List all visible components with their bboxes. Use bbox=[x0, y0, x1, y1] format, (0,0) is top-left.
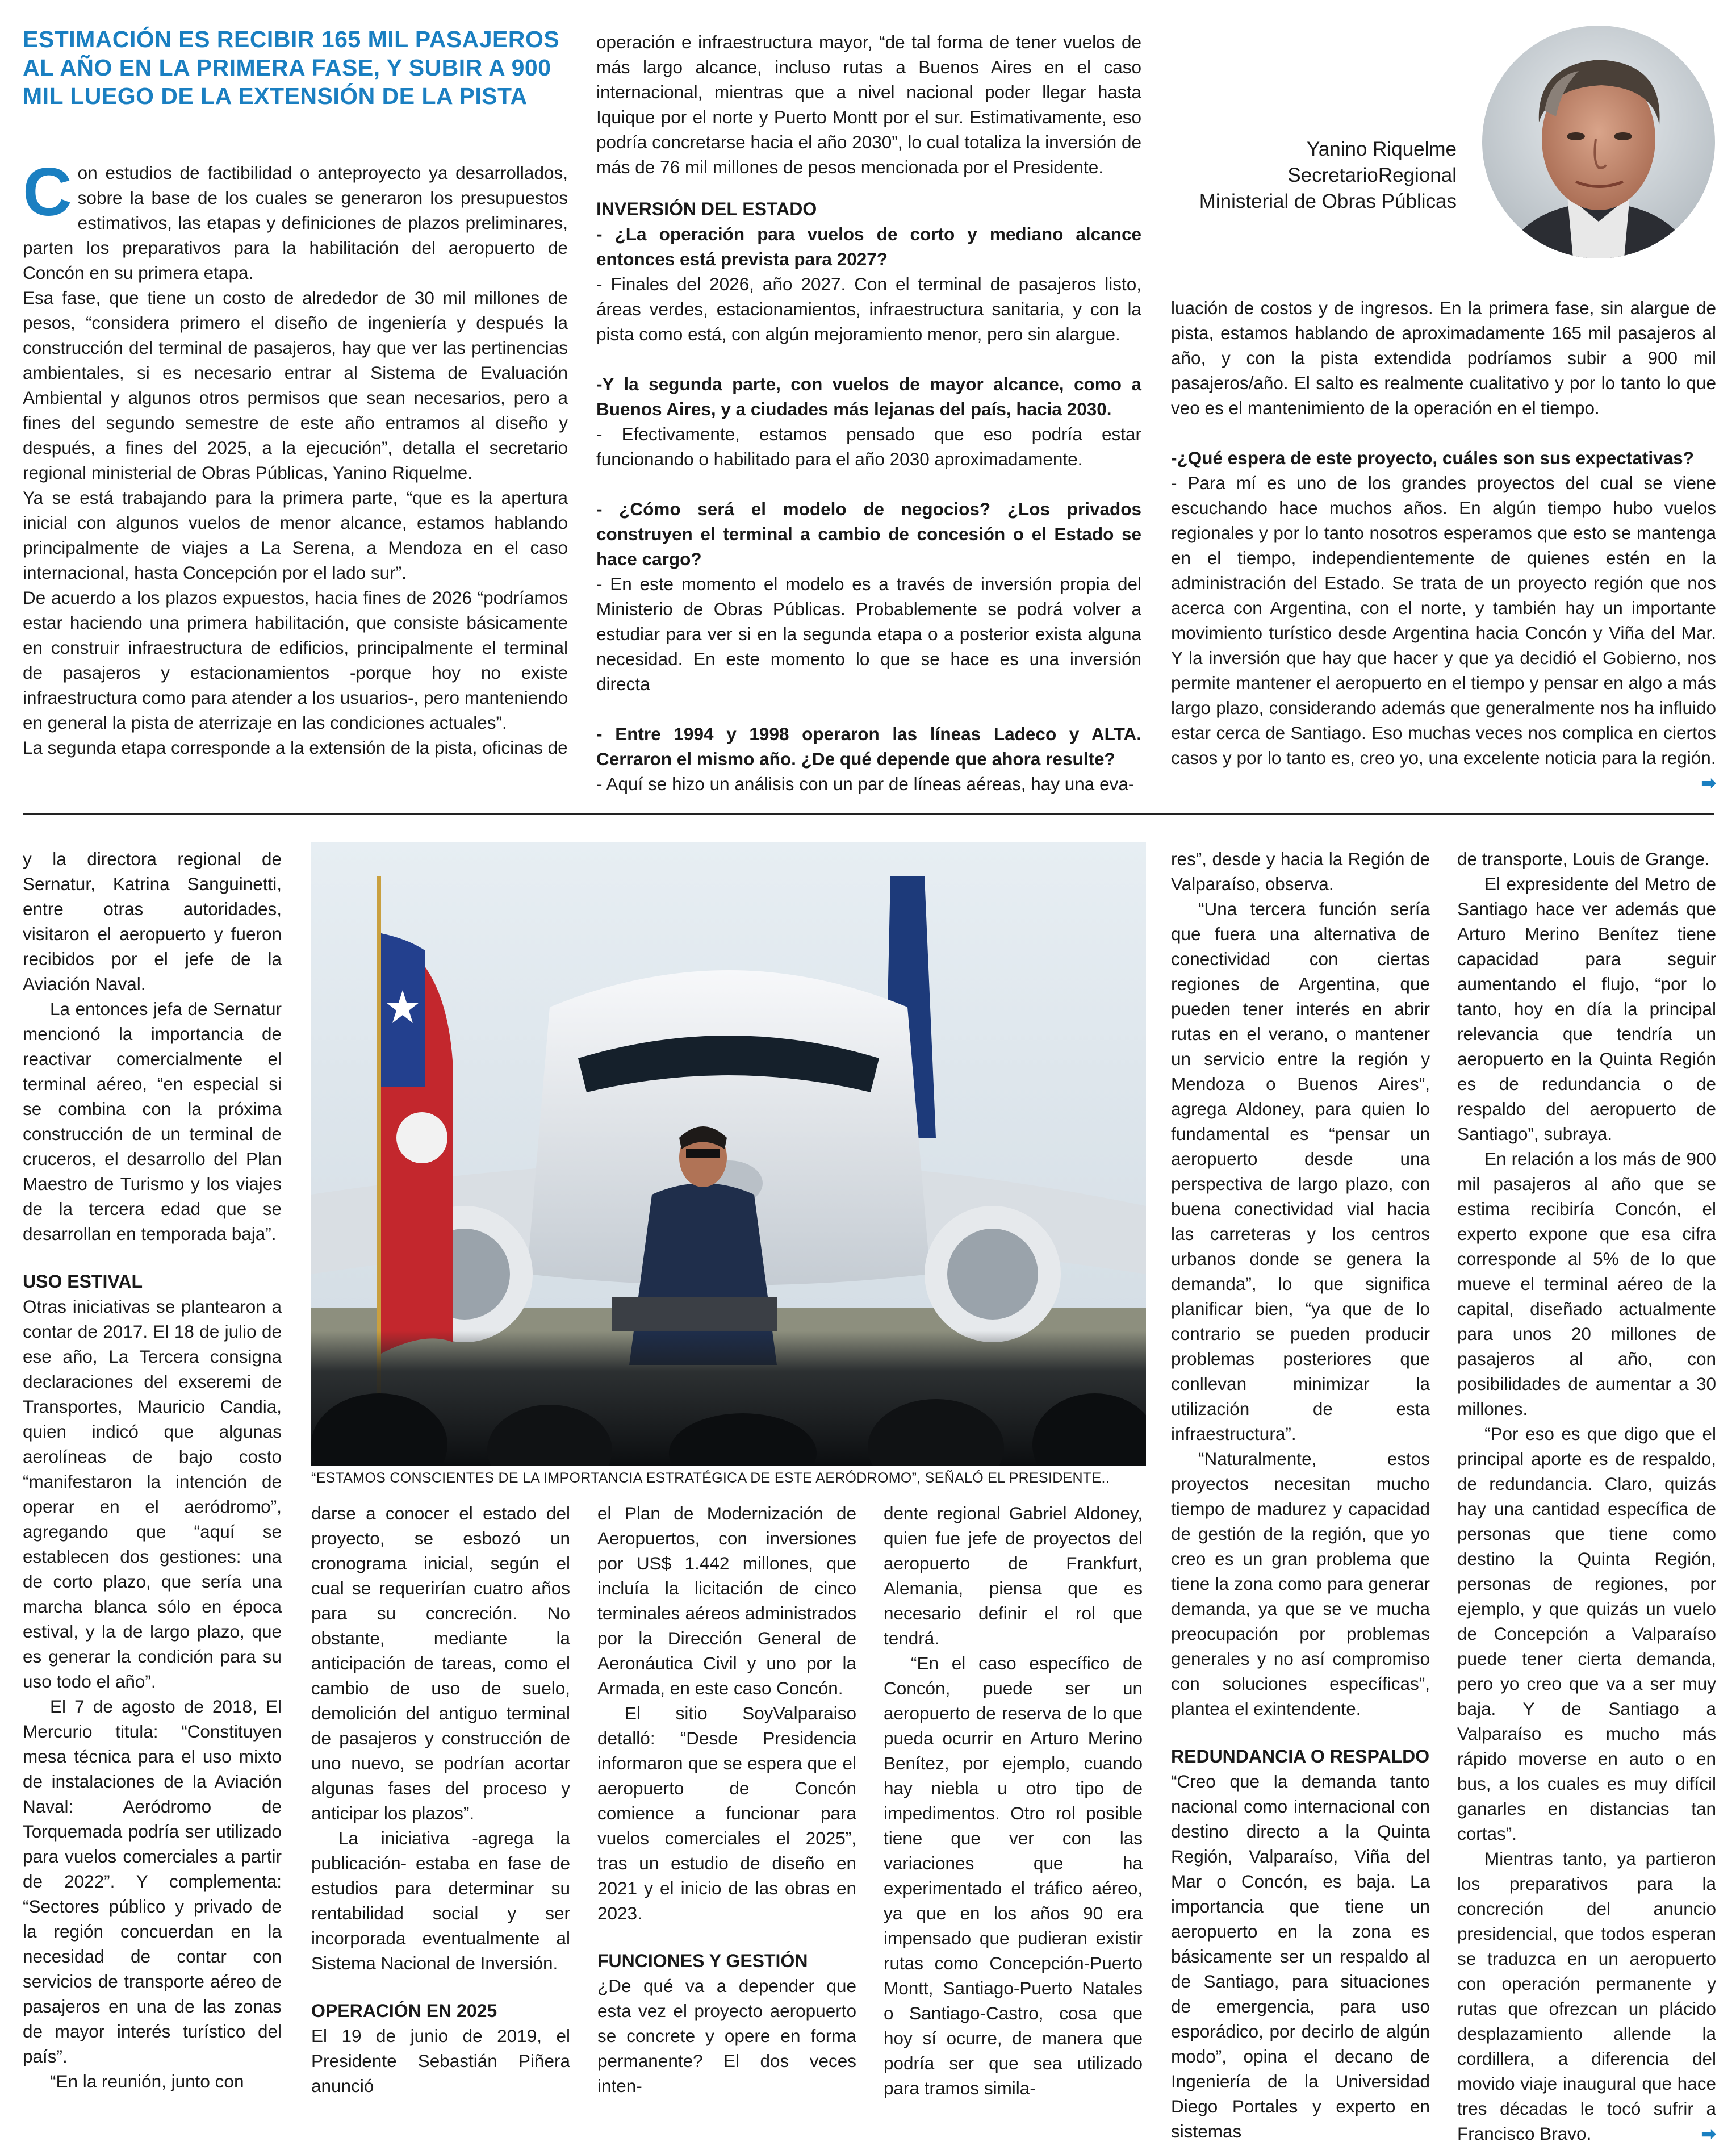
section-heading: FUNCIONES Y GESTIÓN bbox=[597, 1951, 808, 1971]
body-paragraph: darse a conocer el estado del proyecto, se esbozó un cronograma inicial, según el cual se requerirían cuatro años para su concreción. No obstante, mediante la anticipación de tareas, como el cambio de uso de suelo, demolición del antiguo terminal de pasajeros y construcción de uno nuevo, se podrían acortar algunas fases del proceso y anticipar los plazos”. bbox=[311, 1503, 570, 1823]
intro-column bbox=[23, 154, 568, 760]
bottom-column-4 bbox=[884, 1501, 1143, 2101]
body-paragraph: La iniciativa -agrega la publicación- estaba en fase de estudios para determinar su rentabilidad social y ser incorporada eventualmente al Sistema Nacional de Inversión. bbox=[311, 1828, 570, 1973]
profile-role: Ministerial de Obras Públicas bbox=[1199, 190, 1457, 212]
body-paragraph: “Una tercera función sería que fuera una alternativa de conectividad con ciertas regiones de Argentina, que pueden tener interés en abrir rutas en el verano, o mantener un servicio entre la región y Mendoza o Buenos Aires”, agrega Aldoney, para quien lo fundamental es “pensar un aeropuerto desde una perspectiva de largo plazo, con buena conectividad vial hacia las carreteras y los centros urbanos donde se genera la demanda”, lo que significa planificar bien, “ya que de lo contrario se pueden producir problemas posteriores que conllevan minimizar la utilización de esta infraestructura”. bbox=[1171, 899, 1430, 1444]
section-heading: OPERACIÓN EN 2025 bbox=[311, 2001, 497, 2021]
profile-caption bbox=[1170, 136, 1457, 215]
intro-paragraph: De acuerdo a los plazos expuestos, hacia fines de 2026 “podríamos estar haciendo una primera habilitación, que consiste básicamente en construir infraestructura de edificios, principalmente el terminal de pasajeros y estacionamientos -porque hoy no existe infraestructura como para atender a los usuarios-, pero manteniendo en general la pista de aterrizaje en las condiciones actuales”. bbox=[23, 587, 568, 733]
body-paragraph: El expresidente del Metro de Santiago hace ver además que Arturo Merino Benítez tiene capacidad para seguir aumentando el flujo, “por lo tanto, hoy en día la principal relevancia que tendría un aeropuerto en la Quinta Región es de redundancia o de respaldo del aeropuerto de Santiago”, subraya. bbox=[1457, 874, 1716, 1144]
body-paragraph: “Creo que la demanda tanto nacional como internacional con destino directo a la Quinta Región, Valparaíso, Viña del Mar o Concón, es baja. La importancia que tiene un aeropuerto en la zona es básicamente ser un respaldo al de Santiago, para situaciones de emergencia, para uso esporádico, por decirlo de algún modo”, opina el decano de Ingeniería de la Universidad Diego Portales y experto en sistemas bbox=[1171, 1771, 1430, 2141]
interview-answer: - Aquí se hizo un análisis con un par de líneas aéreas, hay una eva- bbox=[596, 774, 1135, 794]
continue-arrow-icon: ➡ bbox=[1701, 2123, 1716, 2144]
interview-answer: - En este momento el modelo es a través de inversión propia del Ministerio de Obras Públicas. Probablemente se podrá volver a estudiar para ver si en la segunda etapa o a posterior exista alguna necesidad. En este momento lo que se hace es una inversión directa bbox=[596, 574, 1141, 694]
intro-paragraph: Esa fase, que tiene un costo de alrededor de 30 mil millones de pesos, “considera primero el diseño de ingeniería y después la construcción del terminal de pasajeros, hay que ver las pertinencias ambientales, si es necesario entrar al Sistema de Evaluación Ambiental y algunos otros permisos que sean necesarios, pero a fines del segundo semestre de este año entramos al diseño y después, a fines del 2025, a la ejecución”, detalla el secretario regional ministerial de Obras Públicas, Yanino Riquelme. bbox=[23, 287, 568, 483]
headline: ESTIMACIÓN ES RECIBIR 165 MIL PASAJEROS AL AÑO EN LA PRIMERA FASE, Y SUBIR A 900 MIL LUEGO DE LA EXTENSIÓN DE LA PISTA bbox=[23, 26, 560, 109]
main-photo bbox=[311, 842, 1146, 1466]
interview-question: - ¿La operación para vuelos de corto y mediano alcance entonces está prevista para 2027? bbox=[596, 224, 1141, 269]
intro-paragraph: Ya se está trabajando para la primera parte, “que es la apertura inicial con algunos vuelos de menor alcance, estamos hablando principalmente de viajes a La Serena, a Mendoza en el caso internacional, hasta Concepción por el lado sur”. bbox=[23, 487, 568, 583]
bottom-column-5 bbox=[1171, 846, 1430, 2144]
body-paragraph: La entonces jefa de Sernatur mencionó la importancia de reactivar comercialmente el terminal aéreo, “en especial si se combina con la próxima construcción de un terminal de cruceros, el desarrollo del Plan Maestro de Turismo y los viajes de la tercera edad que se desarrollan en temporada baja”. bbox=[23, 999, 282, 1244]
intro-paragraph: La segunda etapa corresponde a la extensión de la pista, oficinas de bbox=[23, 737, 568, 758]
body-paragraph: y la directora regional de Sernatur, Katrina Sanguinetti, entre otras autoridades, visitaron el aeropuerto y fueron recibidos por el jefe de la Aviación Naval. bbox=[23, 849, 282, 994]
bottom-column-1 bbox=[23, 846, 282, 2094]
body-paragraph: El 19 de junio de 2019, el Presidente Sebastián Piñera anunció bbox=[311, 2026, 570, 2096]
photo-caption: “ESTAMOS CONSCIENTES DE LA IMPORTANCIA ESTRATÉGICA DE ESTE AERÓDROMO”, SEÑALÓ EL PRESIDENTE.. bbox=[311, 1470, 1110, 1486]
interview-question: - Entre 1994 y 1998 operaron las líneas Ladeco y ALTA. Cerraron el mismo año. ¿De qué depende que ahora resulte? bbox=[596, 724, 1141, 769]
body-paragraph: “En el caso específico de Concón, puede ser un aeropuerto de reserva de lo que pueda ocurrir en Arturo Merino Benítez, por ejemplo, cuando hay niebla u otro tipo de impedimentos. Otro rol posible tiene que ver con las variaciones que ha experimentado el tráfico aéreo, ya que en los años 90 era impensado que pudieran existir rutas como Concepción-Puerto Montt, Santiago-Puerto Natales o Santiago-Castro, cosa que hoy sí ocurre, de manera que podría ser que sea utilizado para tramos simila- bbox=[884, 1653, 1143, 2098]
body-paragraph: el Plan de Modernización de Aeropuertos, con inversiones por US$ 1.442 millones, que incluía la licitación de cinco terminales aéreos administrados por la Dirección General de Aeronáutica Civil y uno por la Armada, en este caso Concón. bbox=[597, 1503, 856, 1698]
body-paragraph: res”, desde y hacia la Región de Valparaíso, observa. bbox=[1171, 849, 1430, 894]
bottom-column-2 bbox=[311, 1501, 570, 2098]
body-paragraph: ¿De qué va a depender que esta vez el proyecto aeropuerto se concrete y opere en forma permanente? El dos veces inten- bbox=[597, 1976, 856, 2096]
section-heading: REDUNDANCIA O RESPALDO bbox=[1171, 1746, 1430, 1767]
body-paragraph: Mientras tanto, ya partieron los preparativos para la concreción del anuncio presidencial, que todos esperan se traduzca en un aeropuerto con operación permanente y rutas que ofrezcan un plácido desplazamiento allende la cordillera, a diferencia del movido viaje inaugural que hace tres décadas le tocó sufrir a Francisco Bravo. ➡ bbox=[1457, 1846, 1716, 2146]
body-paragraph: El 7 de agosto de 2018, El Mercurio titula: “Constituyen mesa técnica para el uso mixto de instalaciones de la Aviación Naval: Aeródromo de Torquemada podría ser utilizado para vuelos comerciales a partir de 2022”. Y complementa: “Sectores público y privado de la región concuerdan en la necesidad de contar con servicios de transporte aéreo de pasajeros en una de las zonas de mayor interés turístico del país”. bbox=[23, 1696, 282, 2066]
interview-paragraph: operación e infraestructura mayor, “de tal forma de tener vuelos de más largo alcance, incluso rutas a Buenos Aires en el caso internacional, mientras que a nivel nacional poder llegar hasta Iquique por el norte y Puerto Montt por el sur. Estimativamente, eso podría concretarse hacia el año 2030”, lo cual totaliza la inversión de más de 76 mil millones de pesos mencionada por el Presidente. bbox=[596, 32, 1141, 177]
interview-answer: luación de costos y de ingresos. En la primera fase, sin alargue de pista, estamos hablando de aproximadamente 165 mil pasajeros al año, y con la pista extendida podríamos subir a 900 mil pasajeros/año. El salto es realmente cualitativo y por lo tanto lo que veo es el mantenimiento de la operación en el tiempo. bbox=[1171, 298, 1716, 418]
bottom-column-3 bbox=[597, 1501, 856, 2098]
body-paragraph: “Por eso es que digo que el principal aporte es de respaldo, de redundancia. Claro, quizás hay una cantidad específica de personas que tiene como destino la Quinta Región, personas de regiones, por ejemplo, y que quizás un vuelo de Concepción a Valparaíso puede tener cierta demanda, pero yo creo que va a ser muy baja. Y de Santiago a Valparaíso es mucho más rápido moverse en auto o en bus, a los cuales es muy difícil ganarles en distancias tan cortas”. bbox=[1457, 1423, 1716, 1844]
interview-answer: - Para mí es uno de los grandes proyectos del cual se viene escuchando hace muchos años. En algún tiempo hubo vuelos regionales y por lo tanto nosotros esperamos que esto se mantenga en el tiempo, independientemente de quienes estén en la administración del Estado. Se trata de un proyecto región que nos acerca con Argentina, con el norte, y también hay un importante movimiento turístico desde Argentina hacia Concón y Viña del Mar. Y la inversión que hay que hacer y que ya decidió el Gobierno, nos permite mantener el aeropuerto en el tiempo y pensar en algo a más largo plazo, considerando además que generalmente nos ha influido estar cerca de Santiago. Eso muchas veces nos complica en ciertos casos y por lo tanto es, creo yo, una excelente noticia para la región. ➡ bbox=[1171, 470, 1716, 770]
body-paragraph: “Naturalmente, estos proyectos necesitan mucho tiempo de madurez y capacidad de gestión de la región, que yo creo es un gran problema que tiene la zona como para generar demanda, ya que se ve mucha preocupación por problemas generales y no así compromiso con soluciones específicas”, plantea el exintendente. bbox=[1171, 1448, 1430, 1719]
interview-question: -¿Qué espera de este proyecto, cuáles son sus expectativas? bbox=[1171, 448, 1694, 468]
interview-question: -Y la segunda parte, con vuelos de mayor alcance, como a Buenos Aires, y a ciudades más lejanas del país, hacia 2030. bbox=[596, 374, 1141, 419]
body-paragraph: de transporte, Louis de Grange. bbox=[1457, 849, 1710, 869]
interview-answer: - Efectivamente, estamos pensado que eso podría estar funcionando o habilitado para el año 2030 aproximadamente. bbox=[596, 424, 1141, 469]
interview-question: - ¿Cómo será el modelo de negocios? ¿Los privados construyen el terminal a cambio de concesión o el Estado se hace cargo? bbox=[596, 499, 1141, 569]
dropcap: C bbox=[23, 154, 72, 230]
bottom-column-6 bbox=[1457, 846, 1716, 2146]
interview-column-continued bbox=[1171, 295, 1716, 795]
body-paragraph: El sitio SoyValparaiso detalló: “Desde Presidencia informaron que se espera que el aeropuerto de Concón comience a funcionar para vuelos comerciales el 2025”, tras un estudio de diseño en 2021 y el inicio de las obras en 2023. bbox=[597, 1703, 856, 1923]
section-heading: INVERSIÓN DEL ESTADO bbox=[596, 199, 817, 219]
interview-answer: - Finales del 2026, año 2027. Con el terminal de pasajeros listo, áreas verdes, estacionamientos, infraestructura sanitaria, y con la pista como está, con algún mejoramiento menor, pero sin alargue. bbox=[596, 274, 1141, 344]
section-heading: USO ESTIVAL bbox=[23, 1271, 143, 1292]
portrait-photo bbox=[1482, 26, 1715, 258]
interview-column bbox=[596, 30, 1141, 796]
profile-role: SecretarioRegional bbox=[1287, 164, 1457, 186]
section-divider bbox=[23, 813, 1714, 815]
body-paragraph: dente regional Gabriel Aldoney, quien fue jefe de proyectos del aeropuerto de Frankfurt, Alemania, piensa que es necesario definir el rol que tendrá. bbox=[884, 1503, 1143, 1648]
body-paragraph: Otras iniciativas se plantearon a contar de 2017. El 18 de julio de ese año, La Tercera consigna declaraciones del exseremi de Transportes, Mauricio Candia, quien indicó que algunas aerolíneas de bajo costo “manifestaron la intención de operar en el aeródromo”, agregando que “aquí se establecen dos gestiones: una de corto plazo, que sería una marcha blanca sólo en época estival, y la de largo plazo, que es generar la condición para su uso todo el año”. bbox=[23, 1296, 282, 1692]
body-paragraph: En relación a los más de 900 mil pasajeros al año que se estima recibiría Concón, el experto expone que esa cifra corresponde al 5% de lo que mueve el terminal aéreo de la capital, diseñado actualmente para unos 20 millones de pasajeros al año, con posibilidades de aumentar a 30 millones. bbox=[1457, 1149, 1716, 1419]
profile-name: Yanino Riquelme bbox=[1307, 138, 1457, 160]
body-paragraph: “En la reunión, junto con bbox=[50, 2071, 244, 2091]
intro-paragraph: Con estudios de factibilidad o anteproyecto ya desarrollados, sobre la base de los cuales se generaron los presupuestos estimativos, las etapas y definiciones de plazos preliminares, parten los preparativos para la habilitación del aeropuerto de Concón en su primera etapa. bbox=[23, 154, 568, 283]
continue-arrow-icon: ➡ bbox=[1701, 773, 1716, 793]
